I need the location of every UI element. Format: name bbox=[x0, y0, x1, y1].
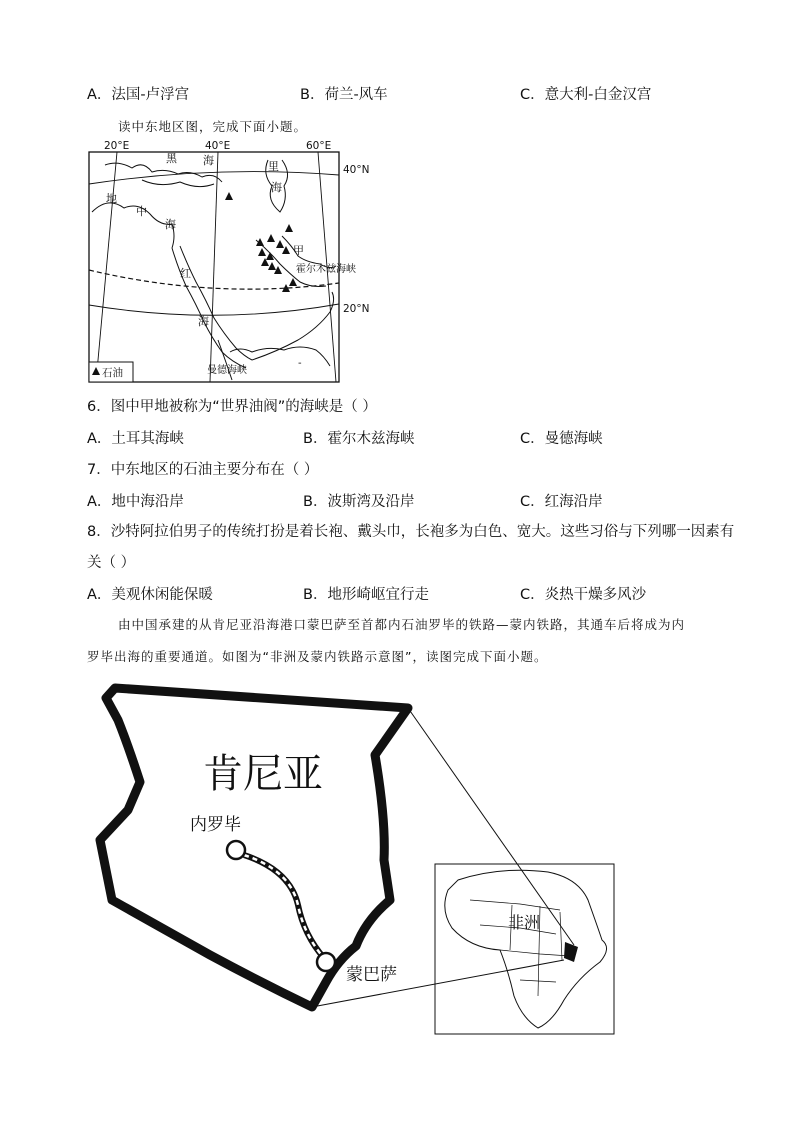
q5-option-b: B．荷兰-风车 bbox=[300, 87, 388, 103]
label-red-sea: 海 bbox=[198, 315, 209, 328]
label-black-sea: 海 bbox=[203, 154, 214, 167]
q7-option-c: C．红海沿岸 bbox=[520, 494, 603, 510]
q6-option-a: A．土耳其海峡 bbox=[87, 431, 184, 447]
kenya-outline bbox=[100, 688, 408, 1007]
label-black: 黑 bbox=[166, 152, 177, 165]
q8-option-c: C．炎热干燥多风沙 bbox=[520, 587, 647, 603]
oil-symbol bbox=[276, 240, 284, 248]
meridian-20e bbox=[96, 152, 117, 382]
q8-stem-line1: 8．沙特阿拉伯男子的传统打扮是着长袍、戴头巾，长袍多为白色、宽大。这些习俗与下列哪一因素有 bbox=[87, 524, 735, 540]
label-caspian-li: 里 bbox=[268, 160, 279, 173]
oil-symbol bbox=[256, 238, 264, 246]
label-med-di: 地 bbox=[106, 192, 117, 205]
oil-symbol bbox=[258, 248, 266, 256]
q5-option-a: A．法国-卢浮宫 bbox=[87, 87, 190, 103]
meridian-40e bbox=[210, 152, 218, 382]
lon-label-60e: 60°E bbox=[306, 140, 332, 152]
africa-label: 非洲 bbox=[508, 913, 541, 932]
label-caspian-sea: 海 bbox=[271, 181, 282, 194]
arabia-south-coast bbox=[252, 292, 334, 360]
q6-option-b: B．霍尔木兹海峡 bbox=[303, 431, 415, 447]
q8-option-b: B．地形崎岖宜行走 bbox=[303, 587, 429, 603]
mediterranean-coast bbox=[92, 203, 174, 248]
lon-label-40e: 40°E bbox=[205, 140, 231, 152]
africa-outline bbox=[445, 870, 607, 1028]
label-mandeb: 曼德海峡 bbox=[207, 365, 247, 376]
mombasa-label: 蒙巴萨 bbox=[346, 965, 397, 985]
lat-label-40n: 40°N bbox=[343, 164, 370, 176]
intro-middle-east: 读中东地区图，完成下面小题。 bbox=[118, 119, 308, 134]
q7-option-b: B．波斯湾及沿岸 bbox=[303, 494, 415, 510]
label-hormuz: 霍尔木兹海峡 bbox=[296, 264, 356, 275]
oil-symbol bbox=[268, 262, 276, 270]
intro-kenya-line2: 罗毕出海的重要通道。如图为“非洲及蒙内铁路示意图”，读图完成下面小题。 bbox=[87, 649, 548, 664]
middle-east-map bbox=[85, 138, 375, 386]
mombasa-marker bbox=[317, 953, 335, 971]
oil-symbol bbox=[225, 192, 233, 200]
small-dash-mark: - bbox=[298, 358, 302, 369]
black-sea-south-coast bbox=[142, 180, 214, 187]
horn-of-africa-coast bbox=[230, 347, 330, 366]
q8-stem-line2: 关（ ） bbox=[87, 555, 136, 571]
parallel-20n bbox=[89, 304, 339, 315]
q5-option-c: C．意大利-白金汉宫 bbox=[520, 87, 652, 103]
parallel-40n bbox=[89, 172, 339, 184]
kenya-highlight bbox=[564, 942, 578, 962]
label-red-hong: 红 bbox=[180, 267, 191, 280]
q7-stem: 7．中东地区的石油主要分布在（ ） bbox=[87, 462, 319, 478]
q6-stem: 6．图中甲地被称为“世界油阀”的海峡是（ ） bbox=[87, 399, 377, 415]
q7-option-a: A．地中海沿岸 bbox=[87, 494, 184, 510]
kenya-railway-map bbox=[95, 675, 625, 1040]
oil-symbol bbox=[285, 224, 293, 232]
persian-gulf-east-coast bbox=[282, 236, 336, 268]
q8-option-a: A．美观休闲能保暖 bbox=[87, 587, 213, 603]
connector-line-top bbox=[408, 708, 574, 945]
africa-inset-frame bbox=[435, 864, 614, 1034]
intro-kenya-line1: 由中国承建的从肯尼亚沿海港口蒙巴萨至首都内石油罗毕的铁路—蒙内铁路，其通车后将成为内 bbox=[118, 617, 686, 632]
oil-symbol bbox=[267, 234, 275, 242]
nairobi-marker bbox=[227, 841, 245, 859]
nairobi-label: 内罗毕 bbox=[190, 815, 241, 835]
legend-label: 石油 bbox=[102, 367, 123, 379]
lat-label-20n: 20°N bbox=[343, 303, 370, 315]
label-med-sea: 海 bbox=[165, 218, 176, 231]
railway-dash bbox=[244, 855, 324, 958]
q6-option-c: C．曼德海峡 bbox=[520, 431, 603, 447]
lon-label-20e: 20°E bbox=[104, 140, 130, 152]
kenya-label: 肯尼亚 bbox=[203, 751, 323, 797]
label-med-zhong: 中 bbox=[136, 205, 147, 218]
label-jia: 甲 bbox=[293, 244, 304, 257]
